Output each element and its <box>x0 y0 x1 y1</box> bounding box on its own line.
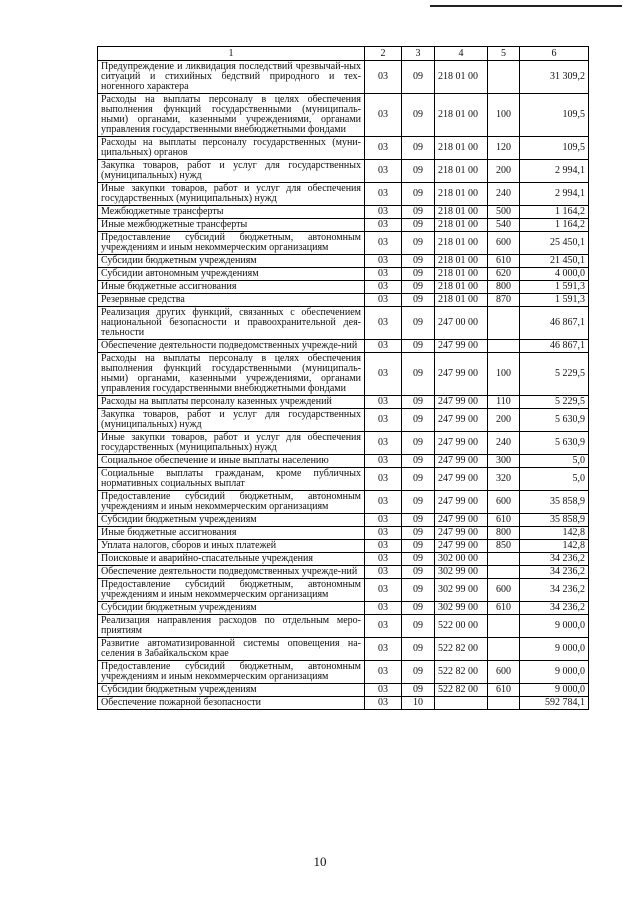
subsection-code-cell: 09 <box>402 160 435 183</box>
table-row <box>98 540 589 553</box>
amount-cell: 35 858,9 <box>520 491 589 514</box>
table-row <box>98 206 589 219</box>
amount-cell: 35 858,9 <box>520 514 589 527</box>
expense-type-cell: 100 <box>488 94 520 137</box>
row-name-cell: Межбюджетные трансферты <box>98 206 365 219</box>
header-col-2: 2 <box>365 47 402 61</box>
amount-cell: 5,0 <box>520 455 589 468</box>
row-name-cell: Уплата налогов, сборов и иных платежей <box>98 540 365 553</box>
target-article-cell: 247 99 00 <box>435 340 488 353</box>
table-row <box>98 491 589 514</box>
subsection-code-cell: 09 <box>402 61 435 94</box>
row-name-cell: Расходы на выплаты персоналу в целях обеспечения выполнения функций государственными (муниципаль-ными) органами, казенными учреждениями, органами управления государственными внебюджетными фондами <box>98 353 365 396</box>
target-article-cell: 247 99 00 <box>435 514 488 527</box>
target-article-cell: 218 01 00 <box>435 294 488 307</box>
table-row <box>98 61 589 94</box>
section-code-cell: 03 <box>365 491 402 514</box>
section-code-cell: 03 <box>365 566 402 579</box>
table-row <box>98 232 589 255</box>
table-row <box>98 268 589 281</box>
row-name-cell: Субсидии бюджетным учреждениям <box>98 514 365 527</box>
section-code-cell: 03 <box>365 137 402 160</box>
amount-cell: 5,0 <box>520 468 589 491</box>
row-name-cell: Предупреждение и ликвидация последствий чрезвычай-ных ситуаций и стихийных бедствий природного и тех-ногенного характера <box>98 61 365 94</box>
amount-cell: 2 994,1 <box>520 183 589 206</box>
row-name-cell: Иные бюджетные ассигнования <box>98 527 365 540</box>
row-name-cell: Обеспечение деятельности подведомственных учрежде-ний <box>98 566 365 579</box>
target-article-cell: 218 01 00 <box>435 281 488 294</box>
amount-cell: 1 164,2 <box>520 219 589 232</box>
expense-type-cell: 200 <box>488 409 520 432</box>
amount-cell: 1 164,2 <box>520 206 589 219</box>
amount-cell: 9 000,0 <box>520 661 589 684</box>
subsection-code-cell: 09 <box>402 219 435 232</box>
table-row <box>98 527 589 540</box>
section-code-cell: 03 <box>365 61 402 94</box>
target-article-cell: 302 99 00 <box>435 566 488 579</box>
expense-type-cell: 200 <box>488 160 520 183</box>
amount-cell: 5 229,5 <box>520 396 589 409</box>
table-row <box>98 638 589 661</box>
row-name-cell: Развитие автоматизированной системы оповещения на-селения в Забайкальском крае <box>98 638 365 661</box>
subsection-code-cell: 09 <box>402 396 435 409</box>
subsection-code-cell: 09 <box>402 602 435 615</box>
subsection-code-cell: 09 <box>402 281 435 294</box>
table-row <box>98 94 589 137</box>
row-name-cell: Предоставление субсидий бюджетным, автономным учреждениям и иным некоммерческим организациям <box>98 579 365 602</box>
subsection-code-cell: 09 <box>402 183 435 206</box>
target-article-cell: 218 01 00 <box>435 219 488 232</box>
section-code-cell: 03 <box>365 468 402 491</box>
expense-type-cell: 500 <box>488 206 520 219</box>
table-row <box>98 684 589 697</box>
target-article-cell: 218 01 00 <box>435 206 488 219</box>
subsection-code-cell: 09 <box>402 255 435 268</box>
row-name-cell: Обеспечение деятельности подведомственных учрежде-ний <box>98 340 365 353</box>
expense-type-cell: 610 <box>488 684 520 697</box>
table-row <box>98 553 589 566</box>
row-name-cell: Предоставление субсидий бюджетным, автономным учреждениям и иным некоммерческим организациям <box>98 491 365 514</box>
subsection-code-cell: 09 <box>402 232 435 255</box>
section-code-cell: 03 <box>365 206 402 219</box>
expense-type-cell: 850 <box>488 540 520 553</box>
target-article-cell: 247 99 00 <box>435 396 488 409</box>
row-name-cell: Реализация направления расходов по отдельным меро-приятиям <box>98 615 365 638</box>
section-code-cell: 03 <box>365 396 402 409</box>
amount-cell: 1 591,3 <box>520 281 589 294</box>
row-name-cell: Расходы на выплаты персоналу казенных учреждений <box>98 396 365 409</box>
subsection-code-cell: 09 <box>402 294 435 307</box>
target-article-cell: 522 82 00 <box>435 684 488 697</box>
section-code-cell: 03 <box>365 307 402 340</box>
target-article-cell: 522 82 00 <box>435 638 488 661</box>
expense-type-cell: 610 <box>488 514 520 527</box>
row-name-cell: Субсидии бюджетным учреждениям <box>98 255 365 268</box>
row-name-cell: Резервные средства <box>98 294 365 307</box>
expense-type-cell: 320 <box>488 468 520 491</box>
expense-type-cell: 600 <box>488 232 520 255</box>
expense-type-cell: 110 <box>488 396 520 409</box>
table-row <box>98 281 589 294</box>
expense-type-cell: 870 <box>488 294 520 307</box>
subsection-code-cell: 09 <box>402 455 435 468</box>
expense-type-cell: 120 <box>488 137 520 160</box>
target-article-cell: 218 01 00 <box>435 137 488 160</box>
amount-cell: 46 867,1 <box>520 307 589 340</box>
row-name-cell: Субсидии бюджетным учреждениям <box>98 684 365 697</box>
amount-cell: 142,8 <box>520 527 589 540</box>
row-name-cell: Расходы на выплаты персоналу в целях обеспечения выполнения функций государственными (муниципаль-ными) органами, казенными учреждениями, органами управления государственными внебюджетными фондами <box>98 94 365 137</box>
row-name-cell: Субсидии бюджетным учреждениям <box>98 602 365 615</box>
header-col-4: 4 <box>435 47 488 61</box>
target-article-cell: 302 99 00 <box>435 602 488 615</box>
subsection-code-cell: 09 <box>402 527 435 540</box>
target-article-cell: 218 01 00 <box>435 94 488 137</box>
expense-type-cell <box>488 340 520 353</box>
subsection-code-cell: 10 <box>402 697 435 710</box>
subsection-code-cell: 09 <box>402 268 435 281</box>
amount-cell: 9 000,0 <box>520 615 589 638</box>
section-code-cell: 03 <box>365 615 402 638</box>
section-code-cell: 03 <box>365 638 402 661</box>
target-article-cell: 218 01 00 <box>435 268 488 281</box>
amount-cell: 5 630,9 <box>520 432 589 455</box>
subsection-code-cell: 09 <box>402 137 435 160</box>
row-name-cell: Социальные выплаты гражданам, кроме публичных нормативных социальных выплат <box>98 468 365 491</box>
row-name-cell: Обеспечение пожарной безопасности <box>98 697 365 710</box>
table-row <box>98 396 589 409</box>
section-code-cell: 03 <box>365 684 402 697</box>
table-row <box>98 160 589 183</box>
target-article-cell: 247 99 00 <box>435 455 488 468</box>
table-row <box>98 615 589 638</box>
expense-type-cell: 600 <box>488 661 520 684</box>
section-code-cell: 03 <box>365 340 402 353</box>
section-code-cell: 03 <box>365 514 402 527</box>
target-article-cell: 218 01 00 <box>435 232 488 255</box>
row-name-cell: Предоставление субсидий бюджетным, автономным учреждениям и иным некоммерческим организациям <box>98 661 365 684</box>
amount-cell: 25 450,1 <box>520 232 589 255</box>
section-code-cell: 03 <box>365 540 402 553</box>
table-row <box>98 409 589 432</box>
subsection-code-cell: 09 <box>402 353 435 396</box>
expense-type-cell <box>488 697 520 710</box>
section-code-cell: 03 <box>365 661 402 684</box>
section-code-cell: 03 <box>365 281 402 294</box>
row-name-cell: Расходы на выплаты персоналу государственных (муни-ципальных) органов <box>98 137 365 160</box>
table-row <box>98 353 589 396</box>
expense-type-cell: 610 <box>488 255 520 268</box>
expense-type-cell <box>488 615 520 638</box>
expense-type-cell: 240 <box>488 183 520 206</box>
section-code-cell: 03 <box>365 94 402 137</box>
amount-cell: 31 309,2 <box>520 61 589 94</box>
table-row <box>98 137 589 160</box>
target-article-cell: 522 82 00 <box>435 661 488 684</box>
table-row <box>98 255 589 268</box>
header-col-3: 3 <box>402 47 435 61</box>
row-name-cell: Иные закупки товаров, работ и услуг для обеспечения государственных (муниципальных) нужд <box>98 183 365 206</box>
expense-type-cell: 240 <box>488 432 520 455</box>
target-article-cell: 247 99 00 <box>435 540 488 553</box>
expense-type-cell <box>488 61 520 94</box>
table-row <box>98 661 589 684</box>
page-number: 10 <box>313 854 327 869</box>
table-row <box>98 468 589 491</box>
expense-type-cell: 300 <box>488 455 520 468</box>
subsection-code-cell: 09 <box>402 340 435 353</box>
table-body <box>98 61 589 710</box>
amount-cell: 109,5 <box>520 137 589 160</box>
section-code-cell: 03 <box>365 553 402 566</box>
table-row <box>98 602 589 615</box>
subsection-code-cell: 09 <box>402 638 435 661</box>
expense-type-cell <box>488 566 520 579</box>
table-row <box>98 579 589 602</box>
expense-type-cell <box>488 553 520 566</box>
amount-cell: 34 236,2 <box>520 579 589 602</box>
amount-cell: 9 000,0 <box>520 684 589 697</box>
section-code-cell: 03 <box>365 268 402 281</box>
table-row <box>98 566 589 579</box>
section-code-cell: 03 <box>365 353 402 396</box>
section-code-cell: 03 <box>365 160 402 183</box>
amount-cell: 21 450,1 <box>520 255 589 268</box>
row-name-cell: Закупка товаров, работ и услуг для государственных (муниципальных) нужд <box>98 160 365 183</box>
target-article-cell: 247 99 00 <box>435 409 488 432</box>
amount-cell: 4 000,0 <box>520 268 589 281</box>
table-row <box>98 697 589 710</box>
expense-type-cell: 600 <box>488 491 520 514</box>
header-col-5: 5 <box>488 47 520 61</box>
row-name-cell: Субсидии автономным учреждениям <box>98 268 365 281</box>
subsection-code-cell: 09 <box>402 432 435 455</box>
expense-type-cell <box>488 307 520 340</box>
target-article-cell: 247 99 00 <box>435 527 488 540</box>
subsection-code-cell: 09 <box>402 579 435 602</box>
section-code-cell: 03 <box>365 219 402 232</box>
subsection-code-cell: 09 <box>402 566 435 579</box>
subsection-code-cell: 09 <box>402 409 435 432</box>
target-article-cell: 247 99 00 <box>435 432 488 455</box>
budget-table <box>97 46 589 710</box>
table-row <box>98 455 589 468</box>
target-article-cell: 247 99 00 <box>435 353 488 396</box>
amount-cell: 9 000,0 <box>520 638 589 661</box>
row-name-cell: Иные межбюджетные трансферты <box>98 219 365 232</box>
target-article-cell: 302 00 00 <box>435 553 488 566</box>
section-code-cell: 03 <box>365 697 402 710</box>
section-code-cell: 03 <box>365 232 402 255</box>
target-article-cell: 247 99 00 <box>435 468 488 491</box>
row-name-cell: Поисковые и аварийно-спасательные учреждения <box>98 553 365 566</box>
expense-type-cell: 600 <box>488 579 520 602</box>
subsection-code-cell: 09 <box>402 661 435 684</box>
table-row <box>98 307 589 340</box>
target-article-cell: 218 01 00 <box>435 255 488 268</box>
subsection-code-cell: 09 <box>402 468 435 491</box>
header-col-1: 1 <box>98 47 365 61</box>
subsection-code-cell: 09 <box>402 684 435 697</box>
header-col-6: 6 <box>520 47 589 61</box>
row-name-cell: Реализация других функций, связанных с обеспечением национальной безопасности и правоохранительной дея-тельности <box>98 307 365 340</box>
expense-type-cell: 540 <box>488 219 520 232</box>
amount-cell: 1 591,3 <box>520 294 589 307</box>
expense-type-cell: 620 <box>488 268 520 281</box>
subsection-code-cell: 09 <box>402 307 435 340</box>
expense-type-cell <box>488 638 520 661</box>
table-header-row <box>98 47 589 61</box>
amount-cell: 5 630,9 <box>520 409 589 432</box>
row-name-cell: Иные бюджетные ассигнования <box>98 281 365 294</box>
subsection-code-cell: 09 <box>402 94 435 137</box>
table-row <box>98 340 589 353</box>
amount-cell: 109,5 <box>520 94 589 137</box>
target-article-cell: 302 99 00 <box>435 579 488 602</box>
amount-cell: 142,8 <box>520 540 589 553</box>
target-article-cell: 218 01 00 <box>435 160 488 183</box>
table-row <box>98 219 589 232</box>
table-row <box>98 294 589 307</box>
row-name-cell: Социальное обеспечение и иные выплаты населению <box>98 455 365 468</box>
section-code-cell: 03 <box>365 602 402 615</box>
section-code-cell: 03 <box>365 255 402 268</box>
subsection-code-cell: 09 <box>402 615 435 638</box>
expense-type-cell: 800 <box>488 281 520 294</box>
section-code-cell: 03 <box>365 294 402 307</box>
subsection-code-cell: 09 <box>402 553 435 566</box>
amount-cell: 34 236,2 <box>520 566 589 579</box>
amount-cell: 46 867,1 <box>520 340 589 353</box>
table-row <box>98 432 589 455</box>
expense-type-cell: 610 <box>488 602 520 615</box>
section-code-cell: 03 <box>365 527 402 540</box>
top-rule-line <box>430 5 622 7</box>
row-name-cell: Закупка товаров, работ и услуг для государственных (муниципальных) нужд <box>98 409 365 432</box>
section-code-cell: 03 <box>365 455 402 468</box>
expense-type-cell: 100 <box>488 353 520 396</box>
amount-cell: 34 236,2 <box>520 602 589 615</box>
amount-cell: 592 784,1 <box>520 697 589 710</box>
table-row <box>98 514 589 527</box>
target-article-cell: 218 01 00 <box>435 61 488 94</box>
target-article-cell: 218 01 00 <box>435 183 488 206</box>
subsection-code-cell: 09 <box>402 491 435 514</box>
row-name-cell: Предоставление субсидий бюджетным, автономным учреждениям и иным некоммерческим организациям <box>98 232 365 255</box>
amount-cell: 5 229,5 <box>520 353 589 396</box>
target-article-cell <box>435 697 488 710</box>
amount-cell: 2 994,1 <box>520 160 589 183</box>
expense-type-cell: 800 <box>488 527 520 540</box>
target-article-cell: 247 00 00 <box>435 307 488 340</box>
section-code-cell: 03 <box>365 432 402 455</box>
table-row <box>98 183 589 206</box>
target-article-cell: 522 00 00 <box>435 615 488 638</box>
amount-cell: 34 236,2 <box>520 553 589 566</box>
target-article-cell: 247 99 00 <box>435 491 488 514</box>
section-code-cell: 03 <box>365 579 402 602</box>
row-name-cell: Иные закупки товаров, работ и услуг для обеспечения государственных (муниципальных) нужд <box>98 432 365 455</box>
section-code-cell: 03 <box>365 409 402 432</box>
subsection-code-cell: 09 <box>402 206 435 219</box>
subsection-code-cell: 09 <box>402 514 435 527</box>
section-code-cell: 03 <box>365 183 402 206</box>
subsection-code-cell: 09 <box>402 540 435 553</box>
